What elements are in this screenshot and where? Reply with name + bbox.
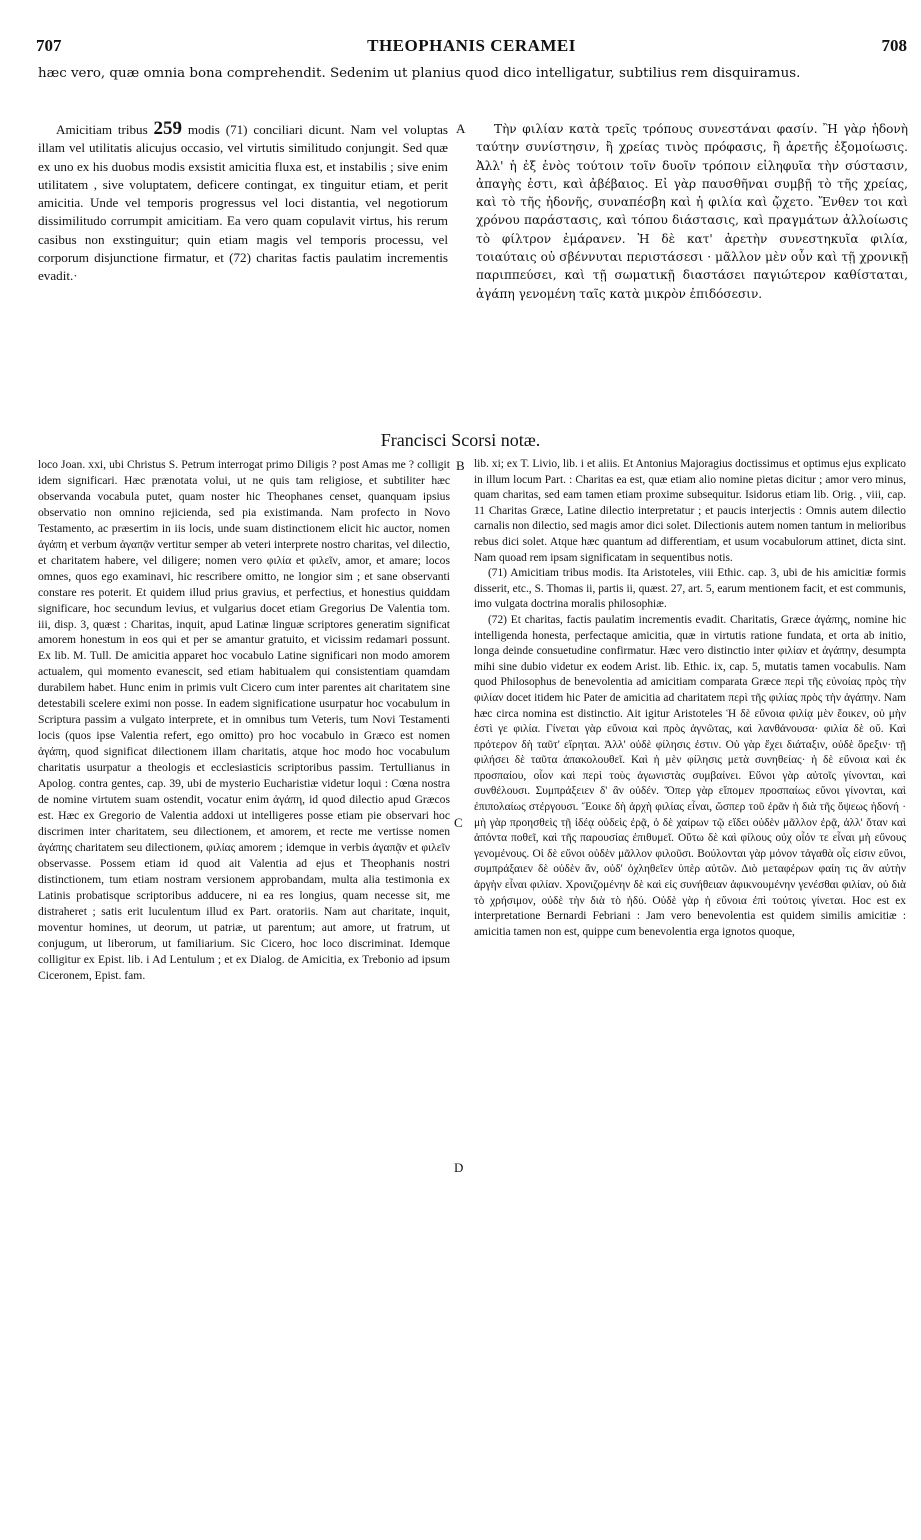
margin-marker-c: C [454,815,463,830]
latin-main-paragraph [38,120,448,286]
note-paragraph: loco Joan. xxi, ubi Christus S. Petrum interrogat primo Diligis ? post Amas me ? colligit idem significari. Hæc prænotata volui, ut ne quis tam religiose, et subtiliter hæc observanda vocabula putet, quam noster hic Theophanes censet, quanquam ipsius observatio non omnino rejicienda, sed pia existimanda. Nam profecto in Novo Testamento, ac præsertim in iis locis, unde suam distinctionem elicit hic auctor, nomen ἀγάπη et verbum ἀγαπᾷν vertitur semper ab veteri interprete nostro charitas, vel dilectio, et charitatem habere, vel diligere; nomen vero φιλία et φιλεῖν, amor, et amare; locos omnes, quos ego examinavi, hic rescribere omitto, ne longior sim ; et sane observanti constare res poterit. Et quidem illud prius gravius, et perfectius, et honestius quiddam significare, hoc secundum levius, et vulgarius docet etiam Gregorius De Valentia tom. iii, disp. 3, quæst : Charitas, inquit, apud Latinæ linguæ scriptores generatim significat amorem honestum in eos qui et per se amantur gratuito, et vicissim redamari possunt. Ex lib. M. Tull. De amicitia apparet hoc vocabulo Latine significari non modo amorem actualem, qui momento evanescit, sed etiam habitualem qui consistentiam quamdam durabilem habet. Hunc enim in primis vult Cicero cum inter parentes ait charitatem sine detestabili scelere eximi non posse. In eadem significatione usurpatur hoc vocabulum in Scriptura passim a vulgato interprete, et in omnibus tum Veteris, tum Novi Testamenti locis (quos ipse Valentia refert, ego omitto) pro hoc vocabulo in Græco est nomen ἀγάπη, quod significat dilectionem illam charitatis, atque hoc modo hoc vocabulum charitatis usurpatur a theologis et ecclesiasticis scriptoribus passim. Tertullianus in Apolog. contra gentes, cap. 39, ubi de mysterio Eucharistiæ videtur loqui : Cœna nostra de nomine virtutem suam ostendit, vocatur enim ἀγάπη, id quod dilectio apud Græcos est. Hæc ex Gregorio de Valentia addoxi ut intelligeres posse etiam pie observari hoc discrimen inter charitatem, seu dilectionem, et amorem, et recte me vertisse nomen ἀγάπης charitatem seu dilectionem, φιλίας amorem ; idemque in verbis ἀγαπᾷν et φιλεῖν observasse. Possem etiam id quod ait Valentia ad ejus et Theophanis nostri distinctionem, tum etiam nostram versionem approbandam, multa alia testimonia ex Latinis probatisque scriptoribus adducere, ni ea res longius, quam necesse sit, me distraheret ; satis erit luculentum illud ex Part. oratoriis. Nam aut charitate, inquit, moventur homines, ut deorum, ut patriæ, ut parentum; aut amore, ut fratrum, ut conjugum, ut liberorum, ut familiarium. Sic Cicero, hoc loco discriminat. Idemque colligitur ex Epist. lib. i Ad Lentulum ; et ex Dialog. de Amicitia, ex Trebonio ad ipsum Ciceronem, Epist. fam. [38,458,450,982]
latin-main-text-start: Amicitiam tribus [56,122,154,137]
page-number-left: 707 [36,36,62,55]
note-72: (72) Et charitas, factis paulatim incrementis evadit. Charitatis, Græce ἀγάπης, nomine hic intelligenda honesta, perfectaque amicitia, quæ in virtutis ratione fundata, et orta ab initio, longa deinde consuetudine confirmatur. Hæc vero distinctio inter φιλίαν et ἀγάπην, desumpta mihi sine dubio videtur ex eodem Arist. lib. Ethic. ix, cap. 5, mutatis tamen vocabulis. Nam quod Philosophus de benevolentia ad amicitiam comparata Græce περὶ τῆς εὐνοίας πρὸς τὴν φιλίαν docet itidem hic Pater de amicitia ad charitatem περὶ τῆς φιλίας πρὸς τὴν ἀγάπην. Nam hæc circa nomina est distinctio. Ait igitur Aristoteles Ἡ δὲ εὔνοια φιλίᾳ μὲν ἔοικεν, οὐ μὴν ἐστὶ γε φιλία. Γίνεται γὰρ εὔνοια καὶ πρὸς ἀγνῶτας, καὶ λανθάνουσα· φιλία δὲ οὔ. Καὶ πρότερον δὴ ταῦτ' εἴρηται. Ἀλλ' οὐδὲ φίλησις ἐστιν. Οὐ γὰρ ἔχει διάταξιν, οὐδὲ ὄρεξιν· τῇ φιλήσει δὲ ταῦτα ἀπακολουθεῖ. Καὶ ἡ μὲν φίλησις μετὰ συνηθείας· ἡ δὲ εὔνοια καὶ ἐκ προσπαίου, οἷον καὶ περὶ τοὺς ἀγωνιστὰς συμβαίνει. Εὔνοι γὰρ αὐτοῖς γίνονται, καὶ συνθέλουσι. Συμπράξειεν δ' ἂν οὐδέν. Ὅπερ γὰρ εἴπομεν προσπαίως εὔνοι γίνονται, καὶ ἐπιπολαίως στέργουσι. Ἔοικε δὴ ἀρχὴ φιλίας εἶναι, ὥσπερ τοῦ ἐρᾶν ἡ διὰ τῆς ὄψεως ἡδονή · μὴ γὰρ προησθεὶς τῇ ἰδέᾳ οὐδεὶς ἐρᾷ, ὁ δὲ χαίρων τῷ εἴδει οὐδὲν μᾶλλον ἐρᾷ, ἀλλ' ὅταν καὶ ἀπόντα ποθεῖ, καὶ τῆς παρουσίας ἐπιθυμεῖ. Οὕτω δὲ καὶ φίλους οὐχ οἷόν τε εἶναι μὴ εὔνους γενομένους. Οἱ δὲ εὔνοι οὐδὲν μᾶλλον φιλοῦσι. Βούλονται γὰρ μόνον τἀγαθὰ οἷς εἰσιν εὔνοι, συμπράξαιεν δὲ οὐδὲν ἄν, οὐδ' ὀχληθεῖεν ὑπὲρ αὐτῶν. Διὸ μεταφέρων φαίη τις ἂν αὐτὴν ἀργὴν εἶναι φιλίαν. Χρονιζομένην δὲ καὶ εἰς συνήθειαν ἀφικνουμένην γενέσθαι φιλίαν, οὐ διὰ τὸ χρήσιμον, οὐδὲ τὴν διὰ τὸ ἡδύ. Οὐδὲ γὰρ ἡ εὔνοια ἐπὶ τούτοις γίνεται. Hoc est ex interpretatione Bernardi Febriani : Jam vero benevolentia est quidem similis amicitiæ : amicitia tamen non est, quippe cum benevolentia erga ignotos quoque, [474,613,906,938]
latin-main-text: modis (71) conciliari dicunt. Nam vel voluptas illam vel utilitatis alicujus occasio, vel virtutis similitudo conjungit. Sed quæ ex uno ex his duobus modis exsistit amicitia fluxa est, et instabilis ; sive enim utilitatem , sive voluptatem, deficere contingat, ex tinguitur etiam, et perit amicitia. Unde vel temporis progressus vel loci distantia, vel negotiorum dissimilitudo corrumpit amicitiam. Ea vero quam copulavit virtus, his rerum casibus non exstinguitur; quin etiam magis vel temporis processu, vel corporum disjunctione firmatur, et (72) charitas factis paulatim incrementis evadit.· [38,122,448,284]
column-number: 259 [153,118,183,139]
note-paragraph: lib. xi; ex T. Livio, lib. i et aliis. Et Antonius Majoragius doctissimus et optimus ejus explicato in illum locum Part. : Charitas ea est, quæ etiam alio nomine pietas dicitur ; amor vero minus, quam charitas, sed eam tamen etiam proxime subsequitur. Isidorus etiam lib. Orig. , viii, cap. 11 Charitas Græce, Latine dilectio interpretatur ; et paucis interjectis : Omnis autem dilectio carnalis non dilectio, sed magis amor dici solet. Dilectionis autem nomen tantum in melioribus rebus dici solet. Atque hæc quantum ad differentiam, et usum vocabulorum attinet, dicta sint. Nam quoad rem ipsam significatam in sequentibus notis. [474,458,906,564]
latin-main-column [38,120,448,286]
intro-text: hæc vero, quæ omnia bona comprehendit. Sedenim ut planius quod dico intelligatur, subtilius rem disquiramus. [38,66,801,81]
page-number-right: 708 [881,36,907,55]
note-71: (71) Amicitiam tribus modis. Ita Aristoteles, viii Ethic. cap. 3, ubi de his amicitiæ formis disserit, etc., S. Thomas ii, partis ii, quæst. 27, art. 5, earum mentionem facit, et est communis, imo vulgata doctrina moralis philosophiæ. [474,567,906,611]
notes-left-column [38,457,450,983]
running-header [36,36,907,58]
greek-main-column [476,120,908,303]
notes-right-column [474,457,906,940]
notes-title: Francisci Scorsi notæ. [380,430,541,450]
margin-marker-a: A [456,121,466,136]
margin-marker-b: B [456,458,465,473]
margin-marker-d: D [454,1160,464,1175]
greek-main-paragraph: Τὴν φιλίαν κατὰ τρεῖς τρόπους συνεστάναι φασίν. Ἢ γὰρ ἡδονὴ ταύτην συνίστησιν, ἢ χρείας τινὸς πρόφασις, ἢ ἀρετῆς ἐξομοίωσις. Ἀλλ' ἡ ἐξ ἑνὸς τούτοιν τοῖν δυοῖν τρόποιν εἰληφυῖα τὴν σύστασιν, ἀπαγὴς ἐστι, καὶ ἀβέβαιος. Εἰ γὰρ παυσθῆναι συμβῇ τὸ τῆς χρείας, καὶ τὸ τῆς ἡδονῆς, συναπέσβη καὶ ἡ φιλία καὶ ᾤχετο. Ἔνθεν τοι καὶ χρόνου παράστασις, καὶ τόπου διάστασις, καὶ πραγμάτων ἀλλοίωσις τὸ φίλτρον ἐμάρανεν. Ἡ δὲ κατ' ἀρετὴν συνεστηκυῖα φιλία, τοιαύταις οὐ σβέννυται περιστάσεσι · μᾶλλον μὲν οὖν καὶ τῇ χρονικῇ παριππεύσει, καὶ τῇ σωματικῇ διαστάσει παγιώτερον καθίσταται, ἀγάπη γενομένη ταῖς κατὰ μικρὸν ἐπιδόσεσιν. [476,122,908,301]
running-title: THEOPHANIS CERAMEI [367,36,576,55]
